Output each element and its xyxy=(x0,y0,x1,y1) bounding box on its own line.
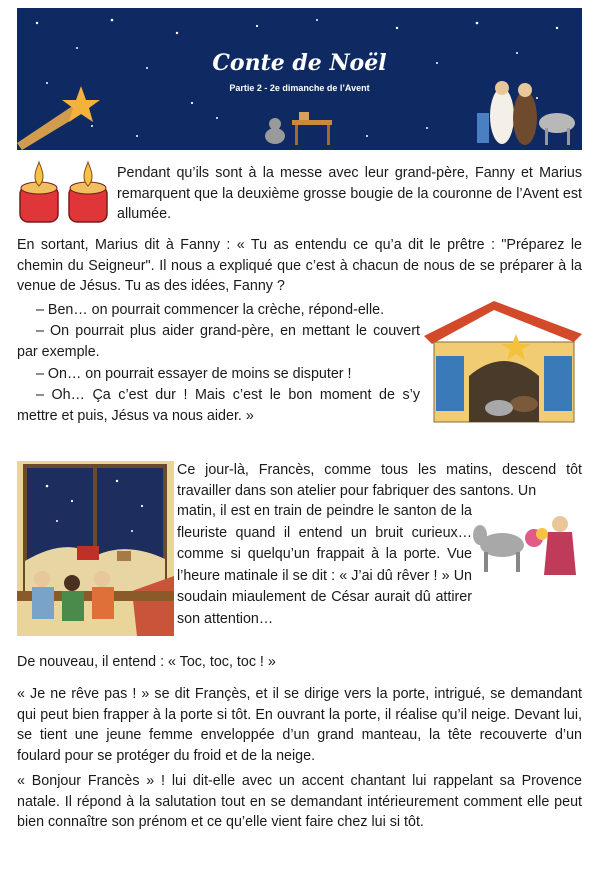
paragraph-toc: De nouveau, il entend : « Toc, toc, toc ! » xyxy=(17,654,276,670)
nativity-creche-illustration xyxy=(424,296,584,426)
donkey-florist-illustration xyxy=(472,510,582,580)
paragraph-marius: En sortant, Marius dit à Fanny : « Tu as entendu ce qu’a dit le prêtre : "Préparez le chemin du Seigneur". Il nous a expliqué que c’est à chacun de nous de se préparer à la venue de Jésus. Tu as des idées, Fanny ? xyxy=(17,237,582,294)
intro-paragraph: Pendant qu’ils sont à la messe avec leur grand-père, Fanny et Marius remarquent que la deuxième grosse bougie de la couronne de l’Avent est allumée. xyxy=(117,165,582,222)
paragraph-greeting: « Bonjour Francès » ! lui dit-elle avec un accent chantant lui rappelant sa Provence natale. Il répond à la salutation tout en se demandant intérieurement comment elle peut bien connaître son prénom et ce qu’elle vient faire chez lui si tôt. xyxy=(17,773,582,830)
dialog-line-3: – On… on pourrait essayer de moins se disputer ! xyxy=(36,366,352,382)
banner-subtitle: Partie 2 - 2e dimanche de l’Avent xyxy=(229,83,370,93)
night-sky-illustration xyxy=(17,8,582,150)
paragraph-frances-b: matin, il est en train de peindre le santon de la fleuriste quand il entend un bruit curieux… comme si quelqu’un frappait à la porte. Vue l’heure matinale il se dit : « J’ai dû rêver ! » Un soudain miaulement de César aurait dû attirer son attention… xyxy=(177,503,472,627)
dialog-line-2: – On pourrait plus aider grand-père, en mettant le couvert par exemple. xyxy=(17,323,420,360)
advent-candles-illustration xyxy=(17,160,113,228)
paragraph-door: « Je ne rêve pas ! » se dit Françès, et il se dirige vers la porte, intrigué, se demandant qui peut bien frapper à la porte si tôt. En ouvrant la porte, il réalise qu’il neige. Devant lui, se tient une jeune femme enveloppée d’un grand manteau, la tête recouverte d’un foulard pour se protéger du froid et de la neige. xyxy=(17,686,582,764)
dialog-line-1: – Ben… on pourrait commencer la crèche, répond-elle. xyxy=(36,302,385,318)
header-banner xyxy=(17,8,582,150)
banner-title: Conte de Noël xyxy=(212,50,387,76)
dialog-line-4: – Oh… Ça c’est dur ! Mais c’est le bon moment de s’y mettre et puis, Jésus va nous aider. » xyxy=(17,387,420,424)
workshop-window-illustration xyxy=(17,461,174,636)
paragraph-frances-a: Ce jour-là, Francès, comme tous les matins, descend tôt travailler dans son atelier pour fabriquer des santons. Un xyxy=(177,462,582,499)
